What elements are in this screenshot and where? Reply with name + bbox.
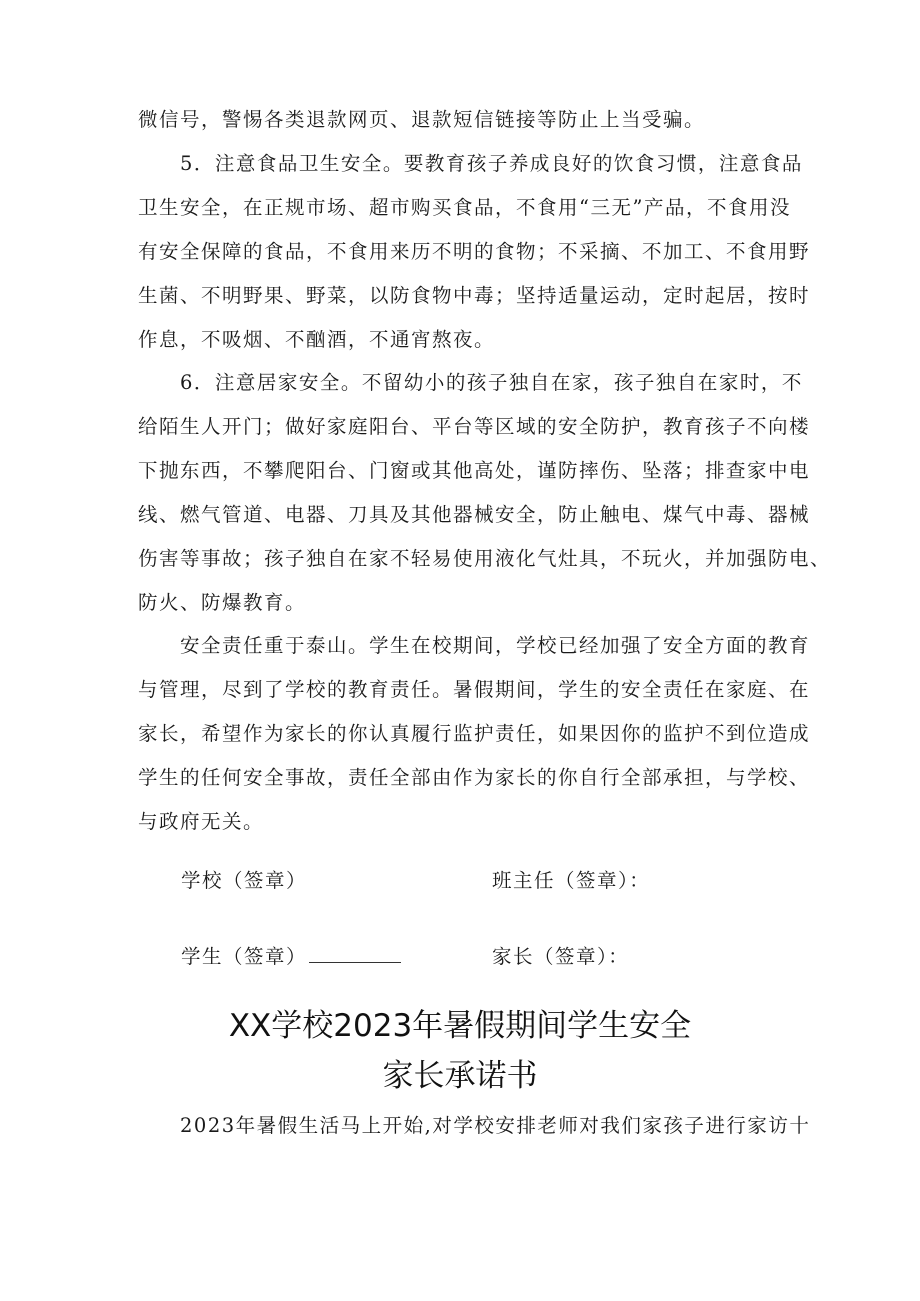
parent-signature-label: 家长（签章）： bbox=[492, 945, 630, 968]
paragraph-line: 6．注意居家安全。不留幼小的孩子独自在家，孩子独自在家时，不 bbox=[180, 371, 803, 394]
document-title: XX学校2023年暑假期间学生安全 bbox=[228, 1008, 692, 1044]
paragraph-line: 作息，不吸烟、不酗酒，不通宵熬夜。 bbox=[138, 328, 496, 351]
paragraph-line: 安全责任重于泰山。学生在校期间，学校已经加强了安全方面的教育 bbox=[180, 634, 811, 657]
paragraph-line: 2023年暑假生活马上开始,对学校安排老师对我们家孩子进行家访十 bbox=[180, 1114, 811, 1137]
paragraph-line: 学生的任何安全事故，责任全部由作为家长的你自行全部承担，与学校、 bbox=[138, 766, 811, 789]
paragraph-line: 卫生安全，在正规市场、超市购买食品，不食用“三无”产品，不食用没 bbox=[138, 196, 791, 219]
paragraph-line: 给陌生人开门；做好家庭阳台、平台等区域的安全防护，教育孩子不向楼 bbox=[138, 415, 811, 438]
paragraph-line: 下抛东西，不攀爬阳台、门窗或其他高处，谨防摔伤、坠落；排查家中电 bbox=[138, 459, 811, 482]
paragraph-line: 5．注意食品卫生安全。要教育孩子养成良好的饮食习惯，注意食品 bbox=[180, 152, 803, 175]
paragraph-line: 微信号，警惕各类退款网页、退款短信链接等防止上当受骗。 bbox=[138, 108, 706, 131]
paragraph-line: 与政府无关。 bbox=[138, 810, 265, 833]
paragraph-line: 与管理，尽到了学校的教育责任。暑假期间，学生的安全责任在家庭、在 bbox=[138, 678, 811, 701]
paragraph-line: 家长，希望作为家长的你认真履行监护责任，如果因你的监护不到位造成 bbox=[138, 722, 811, 745]
paragraph-line: 线、燃气管道、电器、刀具及其他器械安全，防止触电、煤气中毒、器械 bbox=[138, 503, 811, 526]
paragraph-line: 防火、防爆教育。 bbox=[138, 591, 307, 614]
head-teacher-signature-label: 班主任（签章）： bbox=[492, 869, 651, 892]
student-signature-label: 学生（签章） bbox=[181, 945, 308, 968]
school-signature-label: 学校（签章） bbox=[181, 869, 308, 892]
paragraph-line: 生菌、不明野果、野菜，以防食物中毒；坚持适量运动，定时起居，按时 bbox=[138, 284, 811, 307]
paragraph-line: 有安全保障的食品，不食用来历不明的食物；不采摘、不加工、不食用野 bbox=[138, 240, 811, 263]
document-subtitle: 家长承诺书 bbox=[382, 1058, 538, 1094]
student-signature-row bbox=[181, 944, 401, 970]
paragraph-line: 伤害等事故；孩子独自在家不轻易使用液化气灶具，不玩火，并加强防电、 bbox=[138, 547, 832, 570]
signature-blank-line[interactable] bbox=[309, 948, 401, 963]
